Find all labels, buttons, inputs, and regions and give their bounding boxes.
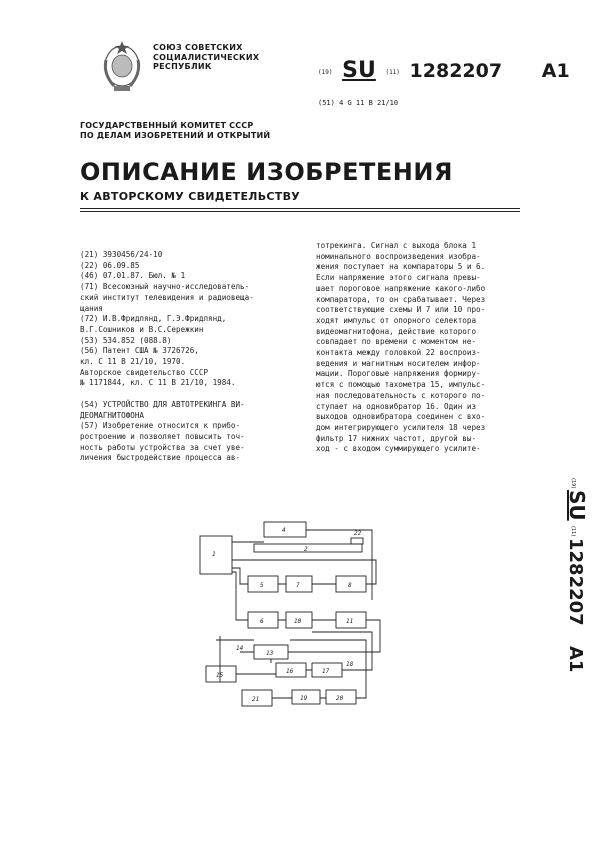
text-line: (21) 3930456/24-10 [80,250,163,259]
label-15: 15 [216,672,224,679]
text-line: ход - с входом суммирующего усилите- [316,444,481,454]
label-11: 11 [346,618,354,625]
text-line: фильтр 17 нижних частот, другой вы- [316,433,477,443]
committee-line: ПО ДЕЛАМ ИЗОБРЕТЕНИЙ И ОТКРЫТИЙ [80,130,271,140]
text-line: (46) 07.01.87. Бюл. № 1 [80,271,186,281]
text-line: Авторское свидетельство СССР [80,367,209,377]
committee-block [80,121,270,140]
text-line: личения быстродействие процесса ав- [80,453,241,463]
text-line: Если напряжение этого сигнала превы- [316,273,481,283]
side-patent-stamp [552,478,589,688]
text-line: (72) И.В.Фридлянд, Г.Э.Фридлянд, [80,314,227,324]
label-20: 20 [336,695,344,702]
document-subtitle: К АВТОРСКОМУ СВИДЕТЕЛЬСТВУ [80,190,301,203]
text-line: ростроению и позволяет повысить точ- [80,431,245,441]
country-code: SU [342,58,376,83]
text-line: В.Г.Сошников и В.С.Сережкин [80,324,204,334]
text-line: ная последовательность с которого по- [316,390,486,400]
label-10: 10 [294,618,302,625]
label-8: 8 [348,582,352,589]
text-line: компаратора, то он срабатывает. Через [316,294,486,304]
block-2 [254,544,362,552]
block-1 [200,536,232,574]
org-line: СОЮЗ СОВЕТСКИХ [153,43,243,52]
header-rule [80,208,520,209]
text-line: кл. С 11 В 21/10, 1970. [80,357,186,367]
label-17: 17 [322,668,330,675]
document-kind: A1 [541,60,570,82]
ussr-emblem-icon [100,40,144,94]
document-title: ОПИСАНИЕ ИЗОБРЕТЕНИЯ [80,158,453,186]
text-line: (71) Всесоюзный научно-исследователь- [80,282,250,292]
label-16: 16 [286,668,294,675]
patent-number: 1282207 [409,60,503,82]
label-4: 4 [282,527,286,534]
text-line: щания [80,303,103,313]
text-line: ходят импульс от опорного селектора [316,315,477,325]
text-line: ведения и магнитным носителем инфор- [316,358,481,368]
label-1: 1 [212,551,216,558]
committee-line: ГОСУДАРСТВЕННЫЙ КОМИТЕТ СССР [80,121,254,130]
label-7: 7 [296,582,300,589]
text-line: шает пороговое напряжение какого-либо [316,283,486,293]
label-18: 18 [346,661,354,668]
label-21: 21 [252,696,260,703]
text-line: ность работы устройства за счет уве- [80,442,245,452]
text-line: ются с помощью тахометра 15, импульс- [316,380,486,390]
block-22 [351,538,363,544]
ipc-classification: (51) 4 G 11 B 21/10 [318,99,399,107]
label-14: 14 [236,645,244,652]
text-line: соответствующие схемы И 7 или 10 про- [316,305,486,315]
text-line: жения поступает на компараторы 5 и 6. [316,262,486,272]
side-code-19: (19) [570,478,576,489]
text-line: (22) 06.09.85 [80,260,140,270]
country-org-block [153,43,259,72]
label-22: 22 [354,530,362,537]
text-line: мации. Пороговые напряжения формиру- [316,369,481,379]
text-line: (57) Изобретение относится к прибо- [80,421,241,431]
text-line: № 1171844, кл. С 11 В 21/10, 1984. [80,378,236,388]
bibliographic-column [80,250,254,464]
text-line: тотрекинга. Сигнал с выхода блока 1 [316,241,477,250]
text-line: ДЕОМАГНИТОФОНА [80,410,145,420]
text-line: (53) 534.852 (088.8) [80,335,172,345]
text-line [80,389,254,400]
side-country-code: SU [565,490,589,521]
text-line: выходов одновибратора соединен с вхо- [316,412,486,422]
org-line: СОЦИАЛИСТИЧЕСКИХ [153,52,260,62]
patent-number-block [318,58,570,83]
org-line: РЕСПУБЛИК [153,62,212,71]
text-line: видеомагнитофона, действие которого [316,326,477,336]
text-line: ступает на одновибратор 16. Один из [316,401,477,411]
text-line: (54) УСТРОЙСТВО ДЛЯ АВТОТРЕКИНГА ВИ- [80,399,245,409]
code-19: (19) [318,69,333,76]
label-13: 13 [266,650,274,657]
side-code-11: (11) [570,526,576,537]
label-6: 6 [260,618,264,625]
text-line: номинального воспроизведения изобра- [316,251,481,261]
label-2: 2 [304,546,308,553]
header-rule-thin [80,211,520,212]
label-5: 5 [260,582,264,589]
text-line: ский институт телевидения и радиовеща- [80,292,254,302]
side-patent-number: 1282207 [565,538,586,626]
code-11: (11) [385,69,400,76]
text-line: контакта между головкой 22 воспроиз- [316,348,481,358]
block-diagram [196,520,386,716]
text-line: совпадает по времени с моментом не- [316,337,477,347]
label-19: 19 [300,695,308,702]
text-line: дом интегрирующего усилителя 18 через [316,422,486,432]
side-document-kind: A1 [565,646,586,673]
text-line: (56) Патент США № 3726726, [80,346,199,356]
abstract-column [316,241,485,455]
